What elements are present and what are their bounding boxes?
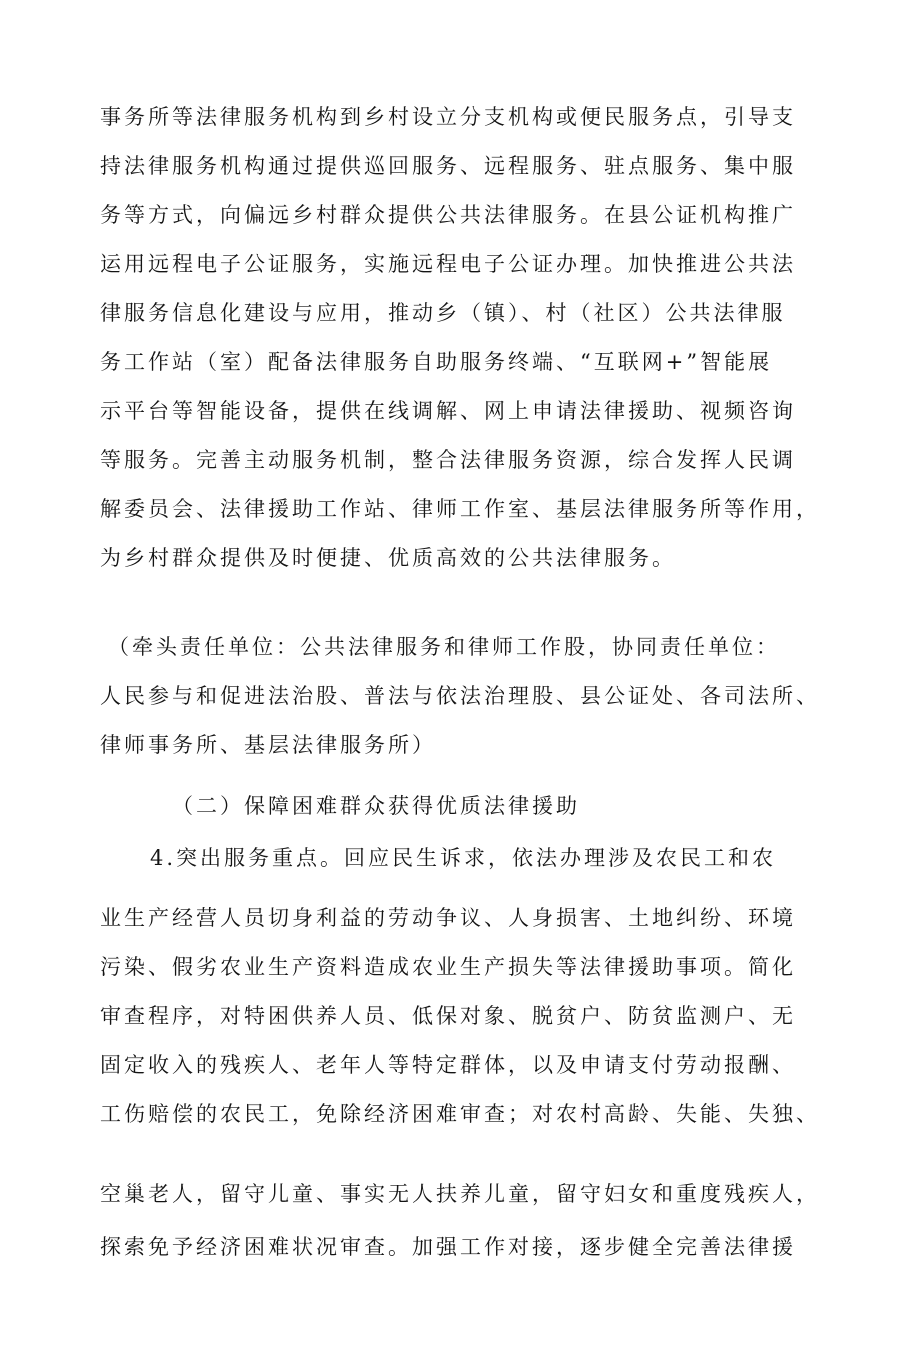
paragraph-line: 为乡村群众提供及时便捷、优质高效的公共法律服务。: [100, 546, 676, 570]
paragraph-line: 业生产经营人员切身利益的劳动争议、人身损害、土地纠纷、环境: [100, 906, 796, 930]
item-heading-line: 4.突出服务重点。回应民生诉求，依法办理涉及农民工和农: [150, 846, 777, 870]
responsible-units-line: 律师事务所、基层法律服务所）: [100, 733, 436, 757]
paragraph-line: 律服务信息化建设与应用，推动乡（镇）、村（社区）公共法律服: [100, 301, 786, 325]
responsible-units-line: （牵头责任单位：公共法律服务和律师工作股，协同责任单位：: [108, 635, 780, 659]
paragraph-line: 审查程序，对特困供养人员、低保对象、脱贫户、防贫监测户、无: [100, 1004, 796, 1028]
paragraph-line: 工伤赔偿的农民工，免除经济困难审查；对农村高龄、失能、失独、: [100, 1102, 820, 1126]
paragraph-line: 空巢老人，留守儿童、事实无人扶养儿童，留守妇女和重度残疾人，: [100, 1182, 820, 1206]
paragraph-line: 示平台等智能设备，提供在线调解、网上申请法律援助、视频咨询: [100, 399, 796, 423]
paragraph-line: 务工作站（室）配备法律服务自助服务终端、“互联网+”智能展: [100, 350, 773, 374]
paragraph-line: 持法律服务机构通过提供巡回服务、远程服务、驻点服务、集中服: [100, 154, 796, 178]
responsible-units-line: 人民参与和促进法治股、普法与依法治理股、县公证处、各司法所、: [100, 684, 820, 708]
paragraph-line: 务等方式，向偏远乡村群众提供公共法律服务。在县公证机构推广: [100, 203, 796, 227]
paragraph-line: 探索免予经济困难状况审查。加强工作对接，逐步健全完善法律援: [100, 1235, 796, 1259]
paragraph-line: 固定收入的残疾人、老年人等特定群体，以及申请支付劳动报酬、: [100, 1053, 796, 1077]
paragraph-line: 等服务。完善主动服务机制，整合法律服务资源，综合发挥人民调: [100, 448, 796, 472]
paragraph-line: 运用远程电子公证服务，实施远程电子公证办理。加快推进公共法: [100, 252, 796, 276]
paragraph-line: 解委员会、法律援助工作站、律师工作室、基层法律服务所等作用，: [100, 497, 820, 521]
paragraph-line: 事务所等法律服务机构到乡村设立分支机构或便民服务点，引导支: [100, 105, 796, 129]
section-heading: （二）保障困难群众获得优质法律援助: [172, 794, 580, 818]
paragraph-line: 污染、假劣农业生产资料造成农业生产损失等法律援助事项。简化: [100, 955, 796, 979]
